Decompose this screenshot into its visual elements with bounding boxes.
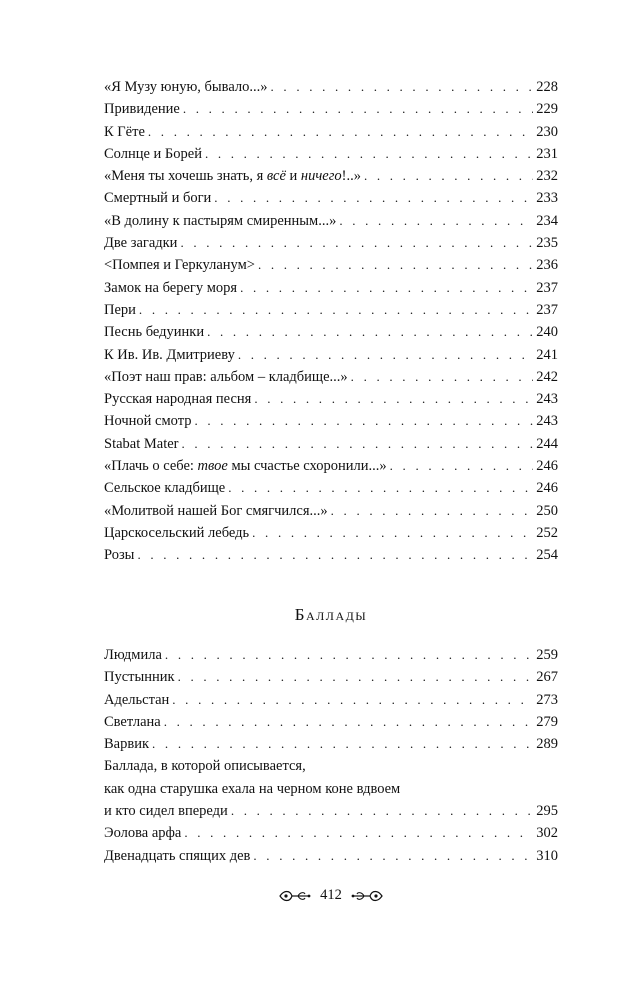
page-footer bbox=[104, 887, 558, 904]
toc-entry bbox=[104, 544, 558, 566]
toc-entry bbox=[104, 410, 558, 432]
toc-entry-title bbox=[104, 277, 237, 299]
toc-title-fragment: Песнь бедуинки bbox=[104, 324, 205, 341]
toc-entry bbox=[104, 210, 558, 232]
toc-title-fragment: ничего bbox=[300, 168, 342, 185]
toc-entry-title bbox=[104, 366, 348, 388]
dot-leader bbox=[152, 733, 533, 755]
toc-entry bbox=[104, 277, 558, 299]
toc-entry bbox=[104, 711, 558, 733]
dot-leader bbox=[139, 299, 533, 321]
toc-entry-page: 235 bbox=[536, 235, 558, 252]
toc-entry bbox=[104, 344, 558, 366]
dot-leader bbox=[165, 644, 533, 666]
toc-entry-page: 243 bbox=[536, 413, 558, 430]
toc-title-fragment: мы счастье схоронили...» bbox=[227, 458, 387, 475]
toc-entry-page: 236 bbox=[536, 257, 558, 274]
toc-entry-page: 234 bbox=[536, 212, 558, 229]
toc-entry bbox=[104, 187, 558, 209]
toc-entry-page: 229 bbox=[536, 101, 558, 118]
toc-entry-title bbox=[104, 321, 204, 343]
toc-entry-page: 228 bbox=[536, 79, 558, 95]
page-number: 412 bbox=[320, 887, 342, 903]
dot-leader bbox=[164, 711, 534, 733]
toc-entry-page: 250 bbox=[536, 502, 558, 519]
toc-entry-page: 233 bbox=[536, 190, 558, 207]
dot-leader bbox=[253, 845, 533, 867]
dot-leader bbox=[180, 232, 533, 254]
toc-entry bbox=[104, 822, 558, 844]
dot-leader bbox=[184, 822, 533, 844]
toc-entry-page: 237 bbox=[536, 301, 558, 318]
toc-entry-page: 310 bbox=[536, 847, 558, 864]
toc-entry-title bbox=[104, 254, 255, 276]
toc-entry-line bbox=[104, 755, 558, 777]
toc-entry-title: Пустынник bbox=[104, 669, 175, 686]
toc-entry bbox=[104, 232, 558, 254]
toc-entry-page: 289 bbox=[536, 736, 558, 753]
toc-entry bbox=[104, 165, 558, 187]
toc-entry-page: 243 bbox=[536, 391, 558, 408]
toc-title-fragment: «В долину к пастырям смиренным...» bbox=[104, 212, 337, 229]
dot-leader bbox=[148, 121, 533, 143]
toc-entry bbox=[104, 477, 558, 499]
toc-entry-title: Двенадцать спящих дев bbox=[104, 847, 251, 864]
toc-entry-title: Варвик bbox=[104, 736, 150, 753]
toc-entry-page: 241 bbox=[536, 346, 558, 363]
toc-entry-page: 237 bbox=[536, 279, 558, 296]
dot-leader bbox=[252, 522, 533, 544]
toc-title-fragment: и bbox=[285, 168, 301, 185]
toc-entry-page: 230 bbox=[536, 123, 558, 140]
toc-entry bbox=[104, 254, 558, 276]
toc-entry-page: 254 bbox=[536, 547, 558, 564]
toc-title-fragment: «Плачь о себе: bbox=[104, 458, 198, 475]
toc-entry-title: Эолова арфа bbox=[104, 825, 182, 842]
toc-title-fragment: Две загадки bbox=[104, 235, 178, 252]
toc-entry bbox=[104, 121, 558, 143]
toc-entry-title bbox=[104, 232, 177, 254]
toc-title-fragment: «Поэт наш прав: альбом – кладбище...» bbox=[104, 368, 348, 385]
toc-title-fragment: Царскосельский лебедь bbox=[104, 524, 250, 541]
dot-leader bbox=[194, 410, 533, 432]
right-ornament-icon bbox=[350, 888, 384, 904]
toc-entry-title bbox=[104, 299, 136, 321]
book-page bbox=[104, 0, 558, 1000]
toc-title-fragment: всё bbox=[266, 168, 286, 185]
toc-entry bbox=[104, 433, 558, 455]
dot-leader bbox=[240, 277, 533, 299]
toc-entry bbox=[104, 455, 558, 477]
toc-entry-page: 273 bbox=[536, 691, 558, 708]
dot-leader bbox=[231, 800, 533, 822]
dot-leader bbox=[205, 143, 533, 165]
dot-leader bbox=[331, 500, 534, 522]
dot-leader bbox=[228, 477, 533, 499]
toc-entry bbox=[104, 299, 558, 321]
toc-entry-title bbox=[104, 477, 225, 499]
toc-entry-title bbox=[104, 98, 180, 120]
dot-leader bbox=[258, 254, 533, 276]
toc-entry-multiline bbox=[104, 755, 558, 822]
toc-entry-title bbox=[104, 143, 202, 165]
toc-entry-page: 252 bbox=[536, 524, 558, 541]
toc-title-fragment: Привидение bbox=[104, 101, 180, 118]
toc-title-fragment: Пери bbox=[104, 301, 136, 318]
toc-entry bbox=[104, 689, 558, 711]
toc-title-fragment: Stabat Mater bbox=[104, 435, 179, 452]
toc-entry bbox=[104, 500, 558, 522]
dot-leader bbox=[178, 666, 534, 688]
dot-leader bbox=[271, 76, 534, 98]
toc-entry-title bbox=[104, 121, 145, 143]
dot-leader bbox=[254, 388, 533, 410]
dot-leader bbox=[172, 689, 533, 711]
toc-title-fragment: Замок на берегу моря bbox=[104, 279, 238, 296]
left-ornament-icon bbox=[278, 888, 312, 904]
toc-title-fragment: «Молитвой нашей Бог смягчился...» bbox=[104, 502, 328, 519]
toc-entry-page: 295 bbox=[536, 803, 558, 820]
toc-entry-page: 267 bbox=[536, 669, 558, 686]
toc-entry-page: 231 bbox=[536, 145, 558, 162]
toc-title-fragment: Смертный и боги bbox=[104, 190, 212, 207]
dot-leader bbox=[183, 98, 533, 120]
toc-entry-title: Людмила bbox=[104, 647, 162, 663]
toc-entry-page: 232 bbox=[536, 168, 558, 185]
toc-title-fragment: Сельское кладбище bbox=[104, 480, 226, 497]
toc-entry bbox=[104, 143, 558, 165]
toc-title-fragment: «Я Музу юную, бывало...» bbox=[104, 79, 268, 95]
dot-leader bbox=[390, 455, 534, 477]
toc-title-fragment: !..» bbox=[341, 168, 361, 185]
toc-entry-line bbox=[104, 778, 558, 800]
toc-entry bbox=[104, 644, 558, 666]
toc-entry bbox=[104, 98, 558, 120]
toc-entry bbox=[104, 522, 558, 544]
toc-entry bbox=[104, 845, 558, 867]
toc-entry bbox=[104, 388, 558, 410]
toc-entry-page: 246 bbox=[536, 480, 558, 497]
toc-title-fragment: К Гёте bbox=[104, 123, 145, 140]
toc-entry-page: 259 bbox=[536, 647, 558, 663]
dot-leader bbox=[339, 210, 533, 232]
toc-entry bbox=[104, 733, 558, 755]
toc-entry bbox=[104, 76, 558, 98]
dot-leader bbox=[182, 433, 534, 455]
dot-leader bbox=[137, 544, 533, 566]
toc-entry bbox=[104, 321, 558, 343]
toc-entry-title: и кто сидел впереди bbox=[104, 803, 228, 820]
toc-entry-title bbox=[104, 187, 211, 209]
toc-title-fragment: Розы bbox=[104, 547, 135, 564]
toc-list-poems bbox=[104, 76, 558, 567]
toc-entry-page: 279 bbox=[536, 713, 558, 730]
dot-leader bbox=[214, 187, 533, 209]
toc-title-fragment: К Ив. Ив. Дмитриеву bbox=[104, 346, 235, 363]
toc-entry-title bbox=[104, 165, 361, 187]
toc-title-fragment: Русская народная песня bbox=[104, 391, 252, 408]
toc-entry-title bbox=[104, 76, 268, 98]
toc-entry-title: как одна старушка ехала на черном коне вдвоем bbox=[104, 780, 401, 797]
toc-entry-page: 246 bbox=[536, 458, 558, 475]
toc-title-fragment: Ночной смотр bbox=[104, 413, 192, 430]
toc-entry-title bbox=[104, 433, 179, 455]
toc-entry-title: Светлана bbox=[104, 713, 161, 730]
toc-entry-title bbox=[104, 544, 134, 566]
toc-title-fragment: «Меня ты хочешь знать, я bbox=[104, 168, 267, 185]
toc-title-fragment: Солнце и Борей bbox=[104, 145, 202, 162]
toc-entry-title bbox=[104, 500, 328, 522]
toc-entry bbox=[104, 666, 558, 688]
toc-entry bbox=[104, 366, 558, 388]
section-heading: Баллады bbox=[294, 605, 368, 624]
toc-entry-title bbox=[104, 210, 336, 232]
toc-entry-title bbox=[104, 410, 191, 432]
toc-entry-title: Баллада, в которой описывается, bbox=[104, 758, 306, 775]
toc-entry-page: 302 bbox=[536, 825, 558, 842]
toc-title-fragment: твое bbox=[197, 458, 228, 475]
dot-leader bbox=[238, 344, 533, 366]
toc-title-fragment: <Помпея и Геркуланум> bbox=[104, 257, 255, 274]
toc-entry-page: 244 bbox=[536, 435, 558, 452]
toc-entry-page: 240 bbox=[536, 324, 558, 341]
toc-entry-title: Адельстан bbox=[104, 691, 170, 708]
toc-entry-title bbox=[104, 388, 251, 410]
dot-leader bbox=[351, 366, 534, 388]
toc-entry-title bbox=[104, 522, 249, 544]
toc-entry-page: 242 bbox=[536, 368, 558, 385]
dot-leader bbox=[364, 165, 533, 187]
toc-entry-title bbox=[104, 344, 235, 366]
dot-leader bbox=[207, 321, 533, 343]
toc-entry-title bbox=[104, 455, 387, 477]
toc-entry-line bbox=[104, 800, 558, 822]
toc-list-ballads bbox=[104, 644, 558, 867]
